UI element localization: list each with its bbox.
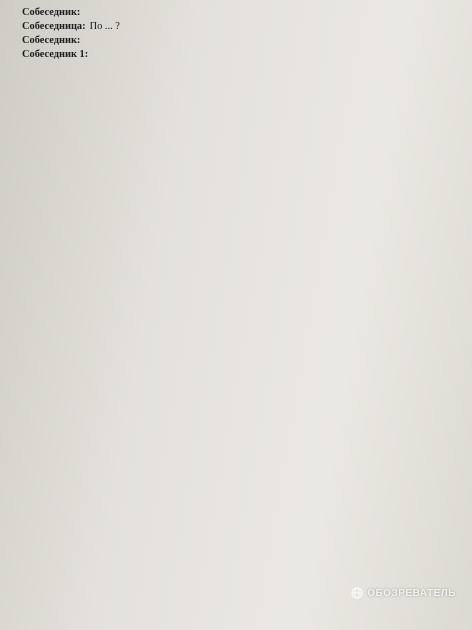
watermark xyxy=(351,587,456,600)
speaker-label: Собеседник: xyxy=(22,7,81,18)
globe-logo-icon xyxy=(351,587,363,599)
watermark-label: ОБОЗРЕВАТЕЛЬ xyxy=(367,587,456,599)
paragraph-1 xyxy=(22,6,458,19)
paragraph-4 xyxy=(22,20,458,33)
paragraph-7 xyxy=(22,48,458,61)
speaker-label: Собеседница: xyxy=(22,21,86,33)
speaker-label: Собеседник 1: xyxy=(22,49,89,61)
paragraph-text: По ... ? xyxy=(89,21,120,33)
paragraph-5 xyxy=(22,34,458,47)
speaker-label: Собеседник: xyxy=(22,35,81,47)
